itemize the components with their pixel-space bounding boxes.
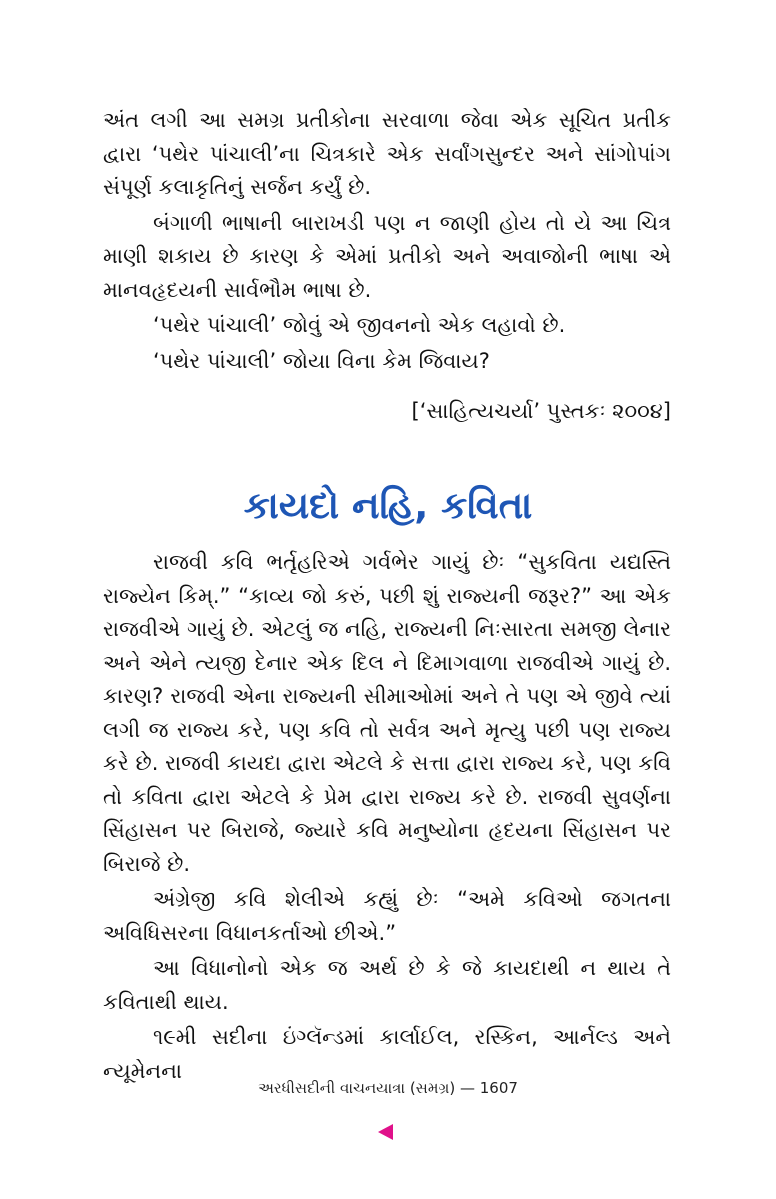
top-text-block [103, 104, 671, 378]
citation: [‘સાહિત્યચર્યા’ પુસ્તકઃ ૨૦૦૪] [411, 399, 671, 423]
line-how-to-live: ‘પથેર પાંચાલી’ જોયા વિના કેમ જિવાય? [153, 348, 490, 373]
chapter-heading: કાયદો નહિ, કવિતા [243, 484, 533, 527]
paragraph-king-poet: રાજવી કવિ ભર્તૃહરિએ ગર્વભેર ગાયું છેઃ “સુકવિતા યદ્યસ્તિ રાજ્યેન કિમ્.” “કાવ્ય જો કરું, પછી શું રાજ્યની જરૂર?” આ એક રાજવીએ ગાયું છે. એટલું જ નહિ, રાજ્યની નિઃસારતા સમજી લેનાર અને એને ત્યજી દેનાર એક દિલ ને દિમાગવાળા રાજવીએ ગાયું છે. કારણ? રાજવી એના રાજ્યની સીમાઓમાં અને તે પણ એ જીવે ત્યાં લગી જ રાજ્ય કરે, પણ કવિ તો સર્વત્ર અને મૃત્યુ પછી પણ રાજ્ય કરે છે. રાજવી કાયદા દ્વારા એટલે કે સત્તા દ્વારા રાજ્ય કરે, પણ કવિ તો કવિતા દ્વારા એટલે કે પ્રેમ દ્વારા રાજ્ય કરે છે. રાજવી સુવર્ણના સિંહાસન પર બિરાજે, જ્યારે કવિ મનુષ્યોના હૃદયના સિંહાસન પર બિરાજે છે. [103, 550, 671, 876]
previous-page-arrow-icon[interactable] [378, 1124, 393, 1140]
paragraph-19th-century: ૧૯મી સદીના ઇંગ્લૅન્ડમાં કાર્લાઈલ, રસ્કિન, આર્નલ્ડ અને ન્યૂમેનના [103, 1025, 671, 1083]
line-life-experience: ‘પથેર પાંચાલી’ જોવું એ જીવનનો એક લહાવો છે. [153, 313, 566, 337]
paragraph-meaning: આ વિધાનોનો એક જ અર્થ છે કે જે કાયદાથી ન થાય તે કવિતાથી થાય. [103, 956, 671, 1014]
page-footer: અરધીસદીની વાચનયાત્રા (સમગ્ર) — 1607 [258, 1079, 518, 1097]
bottom-text-block [103, 546, 671, 1088]
paragraph-bengali-language: બંગાળી ભાષાની બારાખડી પણ ન જાણી હોય તો યે આ ચિત્ર માણી શકાય છે કારણ કે એમાં પ્રતીકો અને અવાજોની ભાષા એ માનવહૃદયની સાર્વભૌમ ભાષા છે. [103, 210, 671, 302]
paragraph-pather-panchali-symbol: અંત લગી આ સમગ્ર પ્રતીકોના સરવાળા જેવા એક સૂચિત પ્રતીક દ્વારા ‘પથેર પાંચાલી’ના ચિત્રકારે એક સર્વાંગસુન્દર અને સાંગોપાંગ સંપૂર્ણ કલાકૃતિનું સર્જન કર્યું છે. [103, 108, 671, 199]
paragraph-shelley: અંગ્રેજી કવિ શેલીએ કહ્યું છેઃ “અમે કવિઓ જગતના અવિધિસરના વિધાનકર્તાઓ છીએ.” [103, 887, 671, 945]
